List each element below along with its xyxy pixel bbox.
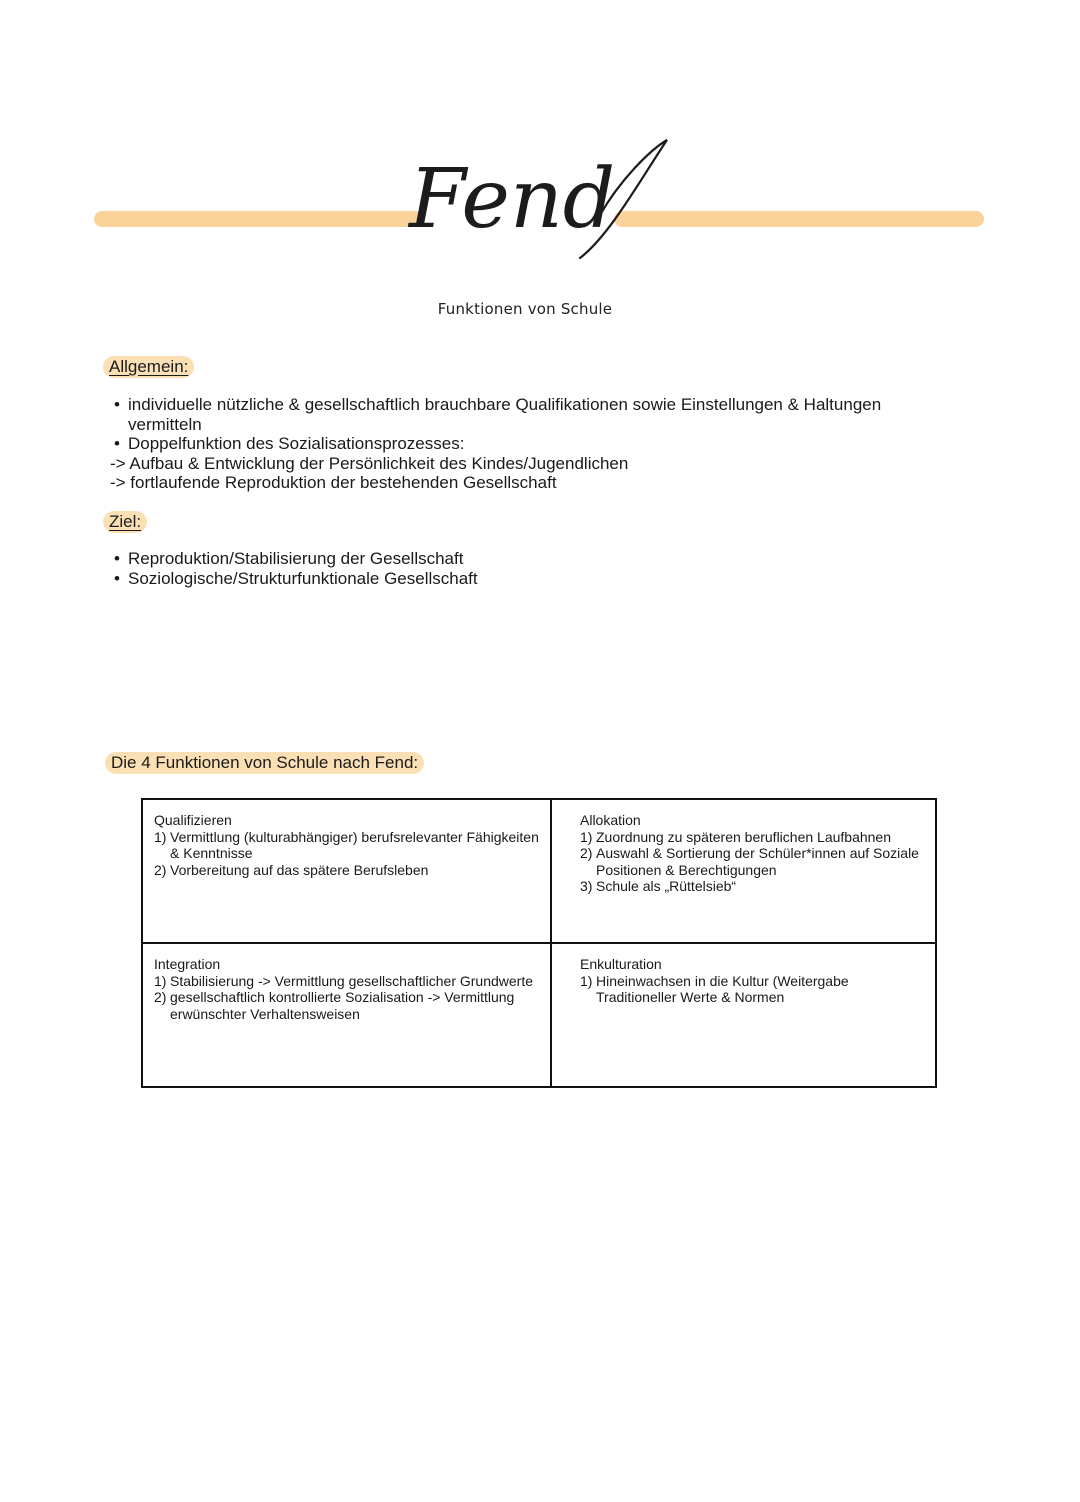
cell-title: Allokation [580, 812, 641, 828]
list-item [154, 829, 540, 862]
bullet-icon: • [114, 434, 120, 454]
item-text: Stabilisierung -> Vermittlung gesellschaftlicher Grundwerte [170, 972, 534, 989]
list-item-text: Doppelfunktion des Sozialisationsprozesses: [128, 434, 465, 454]
item-text: Vorbereitung auf das spätere Berufsleben [170, 861, 429, 878]
table-cell-allokation [552, 800, 935, 944]
bullet-icon: • [114, 568, 120, 588]
functions-table [141, 798, 937, 1088]
item-number: 2) [580, 845, 593, 862]
cell-title: Enkulturation [580, 956, 662, 972]
list-item [580, 973, 925, 1006]
item-text: gesellschaftlich kontrollierte Sozialisation -> Vermittlung erwünschter Verhaltensweisen [170, 989, 515, 1022]
item-text: Zuordnung zu späteren beruflichen Laufbahnen [596, 828, 891, 845]
section-heading-ziel: Ziel: [103, 511, 147, 533]
table-cell-integration [143, 944, 552, 1086]
list-item [106, 434, 956, 454]
item-text: Vermittlung (kulturabhängiger) berufsrelevanter Fähigkeiten & Kenntnisse [170, 828, 539, 862]
section-heading-funktionen: Die 4 Funktionen von Schule nach Fend: [105, 752, 424, 774]
item-number: 1) [580, 828, 593, 845]
item-number: 3) [580, 878, 593, 895]
item-number: 2) [154, 861, 167, 878]
arrow-item: -> fortlaufende Reproduktion der bestehenden Gesellschaft [110, 473, 557, 493]
item-number: 1) [580, 972, 593, 989]
list-item [154, 973, 540, 990]
list-item-text: individuelle nützliche & gesellschaftlich brauchbare Qualifikationen sowie Einstellungen & Haltungen vermitteln [128, 395, 882, 434]
page-title [405, 140, 685, 270]
page-title-text: Fend [409, 152, 616, 247]
list-item [580, 878, 925, 895]
title-highlight-bar-left [94, 211, 424, 227]
ziel-list [106, 549, 956, 588]
list-item [154, 862, 540, 879]
allgemein-list [106, 395, 956, 493]
page-subtitle: Funktionen von Schule [437, 300, 613, 318]
cell-title: Qualifizieren [154, 812, 232, 828]
bullet-icon: • [114, 549, 120, 568]
item-number: 1) [154, 972, 167, 989]
list-item [106, 395, 956, 434]
item-number: 1) [154, 828, 167, 845]
item-number: 2) [154, 989, 167, 1006]
list-item [580, 845, 925, 878]
bullet-icon: • [114, 395, 120, 414]
cell-title: Integration [154, 956, 221, 972]
list-item-text: Soziologische/Strukturfunktionale Gesellschaft [128, 568, 478, 588]
item-text: Hineinwachsen in die Kultur (Weitergabe Traditioneller Werte & Normen [596, 972, 849, 1006]
table-cell-qualifizieren [143, 800, 552, 944]
arrow-item: -> Aufbau & Entwicklung der Persönlichkeit des Kindes/Jugendlichen [110, 453, 629, 473]
list-item [106, 549, 956, 569]
title-flourish-icon [405, 140, 685, 270]
item-text: Schule als „Rüttelsieb“ [596, 878, 737, 895]
list-item [106, 569, 956, 589]
section-heading-allgemein: Allgemein: [103, 356, 194, 378]
item-text: Auswahl & Sortierung der Schüler*innen auf Soziale Positionen & Berechtigungen [596, 845, 919, 878]
list-item [154, 989, 540, 1022]
table-cell-enkulturation [552, 944, 935, 1086]
list-item [580, 829, 925, 846]
list-item-text: Reproduktion/Stabilisierung der Gesellschaft [128, 549, 464, 568]
